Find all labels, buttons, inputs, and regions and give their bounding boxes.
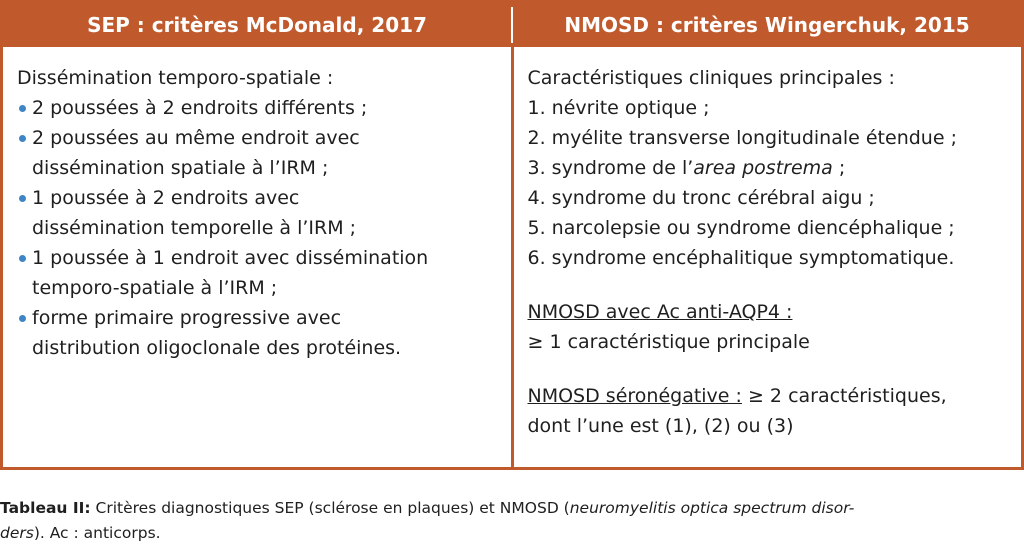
sep-criterion-text: 1 poussée à 2 endroits avec <box>32 187 300 209</box>
caption-italic: neuromyelitis optica spectrum disor- <box>569 499 855 517</box>
sep-criterion-text: forme primaire progressive avec <box>32 307 342 329</box>
sep-criterion-text: temporo-spatiale à l’IRM ; <box>32 277 278 299</box>
caption-text: Critères diagnostiques SEP (sclérose en plaques) et NMOSD ( <box>90 499 570 517</box>
caption-italic-2: ders <box>0 524 34 542</box>
table-body <box>3 47 1021 467</box>
bullet-icon <box>19 135 26 142</box>
list-item <box>17 243 511 303</box>
nmosd-characteristic: 4. syndrome du tronc cérébral aigu ; <box>527 187 875 209</box>
nmosd-intro: Caractéristiques cliniques principales : <box>527 67 895 89</box>
sep-criterion-text: 2 poussées à 2 endroits différents ; <box>32 97 368 119</box>
sep-criterion-text: dissémination temporelle à l’IRM ; <box>32 217 357 239</box>
caption-text-2: ). Ac : anticorps. <box>33 524 161 542</box>
nmosd-criteria-column <box>514 47 1022 467</box>
sep-criterion-text: distribution oligoclonale des protéines. <box>32 337 402 359</box>
seronegative-heading: NMOSD séronégative : <box>527 385 742 407</box>
seronegative-line-2: dont l’une est (1), (2) ou (3) <box>527 415 794 437</box>
sep-intro: Dissémination temporo-spatiale : <box>17 67 334 89</box>
table-header <box>3 3 1021 47</box>
header-nmosd-wingerchuk: NMOSD : critères Wingerchuk, 2015 <box>564 13 970 37</box>
nmosd-characteristic <box>528 153 1022 183</box>
table-caption <box>0 496 1016 546</box>
characteristic-italic: area postrema <box>693 157 833 179</box>
characteristic-text: ; <box>832 157 846 179</box>
bullet-icon <box>19 255 26 262</box>
aqp4-title <box>528 297 1022 327</box>
sep-criterion-text: 1 poussée à 1 endroit avec dissémination <box>32 247 429 269</box>
aqp4-text: ≥ 1 caractéristique principale <box>527 331 810 353</box>
nmosd-characteristic: 1. névrite optique ; <box>527 97 710 119</box>
nmosd-characteristic: 2. myélite transverse longitudinale étendue ; <box>527 127 957 149</box>
bullet-icon <box>19 195 26 202</box>
sep-criterion-text: dissémination spatiale à l’IRM ; <box>32 157 329 179</box>
list-item <box>17 303 511 363</box>
nmosd-characteristic: 5. narcolepsie ou syndrome diencéphalique ; <box>527 217 955 239</box>
seronegative-line <box>528 381 1022 411</box>
caption-label: Tableau II: <box>0 499 91 517</box>
sep-criteria-column <box>3 47 511 467</box>
bullet-icon <box>19 105 26 112</box>
sep-criterion-text: 2 poussées au même endroit avec <box>32 127 360 149</box>
characteristic-text: 3. syndrome de l’ <box>527 157 694 179</box>
seronegative-text: ≥ 2 caractéristiques, <box>741 385 947 407</box>
list-item <box>17 123 511 183</box>
aqp4-heading: NMOSD avec Ac anti-AQP4 : <box>527 301 793 323</box>
list-item <box>17 93 511 123</box>
header-sep-mcdonald: SEP : critères McDonald, 2017 <box>87 13 427 37</box>
nmosd-characteristic: 6. syndrome encéphalitique symptomatique. <box>527 247 955 269</box>
bullet-icon <box>19 315 26 322</box>
list-item <box>17 183 511 243</box>
